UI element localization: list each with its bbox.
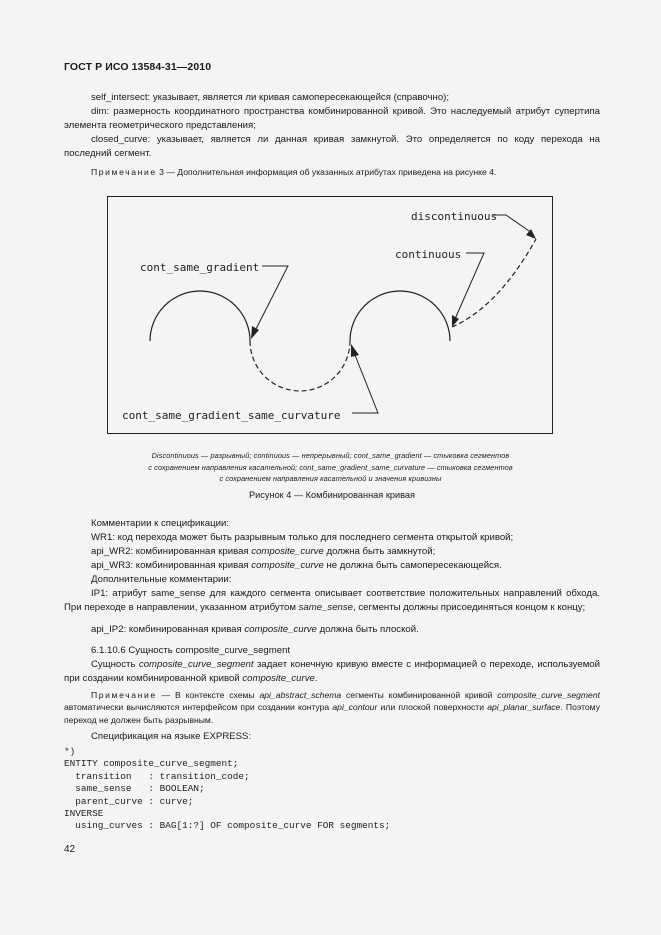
page-number: 42 [64,844,76,855]
ip2-term: composite_curve [244,624,317,635]
ip1-text: IP1: атрибут same_sense для каждого сегмента описывает соответствие положительных направлений обхода. При переходе в направлении, указанном атрибутом [64,588,600,614]
wr2-text: api_WR2: комбинированная кривая [91,546,252,557]
section-paragraph [64,658,600,686]
comment-wr1: WR1: код перехода может быть разрывным только для последнего сегмента открытой кривой; [91,532,514,543]
note-text: 3 — Дополнительная информация об указанных атрибутах приведена на рисунке 4. [156,167,497,177]
ip2-tail: должна быть плоской. [316,624,419,635]
arrow-cont-same-gradient [251,326,259,339]
section-term-2: composite_curve [242,673,315,685]
legend-line-2: с сохранением направления касательной; cont_same_gradient_same_curvature — стыковка сегментов [148,462,513,472]
note-label: Примечание [91,167,157,177]
section-heading: 6.1.10.6 Сущность composite_curve_segment [91,645,291,656]
note2-t7: или плоской поверхности [377,702,488,713]
comment-wr2 [64,545,600,559]
arrow-discontinuous [526,229,536,239]
ip1-tail: , сегменты должны присоединяться концом к концу; [353,602,586,614]
figure-legend [100,450,561,485]
note2-t5: автоматически вычисляются интерфейсом при создании контура [64,702,333,713]
section-text-3: . [314,673,318,685]
note2-t1: — В контексте схемы [156,690,260,700]
section-text-1: Сущность [91,659,139,670]
section-text-2: задает конечную кривую вместе с информацией о переходе, используемой при создании комбинированной кривой [64,659,600,685]
note-3 [64,166,600,178]
attr-closed-curve: closed_curve: указывает, является ли данная кривая замкнутой. Это определяется по коду перехода на последний сегмент. [64,134,600,160]
label-continuous: continuous [395,248,462,261]
arrow-cont-same-curvature [351,344,359,357]
segment-arc-2 [250,341,350,391]
attr-self-intersect: self_intersect: указывает, является ли кривая самопересекающейся (справочно); [91,92,450,103]
comment-ip1 [64,587,600,615]
wr3-text: api_WR3: комбинированная кривая [91,560,252,571]
label-discontinuous: discontinuous [411,210,498,223]
comments-heading: Комментарии к спецификации: [91,518,230,529]
ip1-term: same_sense [298,602,354,614]
segment-arc-1 [150,291,250,341]
leader-continuous [455,253,484,319]
note2-t6: api_contour [332,702,378,713]
leader-cont-same-curvature [352,355,378,413]
ip2-text: api_IP2: комбинированная кривая [91,624,245,635]
label-cont-same-gradient-same-curvature: cont_same_gradient_same_curvature [122,409,341,422]
document-header: ГОСТ Р ИСО 13584-31—2010 [64,61,212,73]
section-term-1: composite_curve_segment [138,659,254,670]
figure-4-frame [107,196,553,434]
legend-line-3: с сохранением направления касательной и значения кривизны [219,474,442,484]
note-context [64,689,600,726]
express-code: *) ENTITY composite_curve_segment; transition : transition_code; same_sense : BOOLEAN; parent_curve : curve; INVERSE using_curves : BAG[1:?] OF composite_curve FOR segments; [64,746,391,832]
express-heading: Спецификация на языке EXPRESS: [91,731,252,742]
attr-dim: dim: размерность координатного пространства комбинированной кривой. Это наследуемый атрибут супертипа элемента геометрического представления; [64,106,600,132]
leader-cont-same-gradient [256,266,288,329]
extra-comments-heading: Дополнительные комментарии: [91,574,232,585]
label-cont-same-gradient: cont_same_gradient [140,261,260,274]
wr3-term: composite_curve [251,560,324,571]
leader-discontinuous [493,215,532,233]
note2-t4: composite_curve_segment [497,690,600,700]
segment-last [452,239,536,327]
segment-arc-3 [350,291,450,341]
note2-t2: api_abstract_schema [259,690,342,700]
legend-line-1: Discontinuous — разрывный; continuous — непрерывный; cont_same_gradient — стыковка сегментов [151,451,510,460]
wr2-tail: должна быть замкнутой; [323,546,436,557]
wr3-tail: не должна быть самопересекающейся. [323,560,502,571]
note2-t3: сегменты комбинированной кривой [341,690,498,700]
note2-label: Примечание [91,690,157,700]
note2-t9: . Поэтому переход не должен быть разрывным. [64,702,600,725]
note2-t8: api_planar_surface [487,702,561,713]
wr2-term: composite_curve [251,546,324,557]
figure-title: Рисунок 4 — Комбинированная кривая [249,490,415,500]
comment-wr3 [64,559,600,573]
composite-curve-diagram [108,197,554,435]
comment-ip2 [64,623,600,637]
